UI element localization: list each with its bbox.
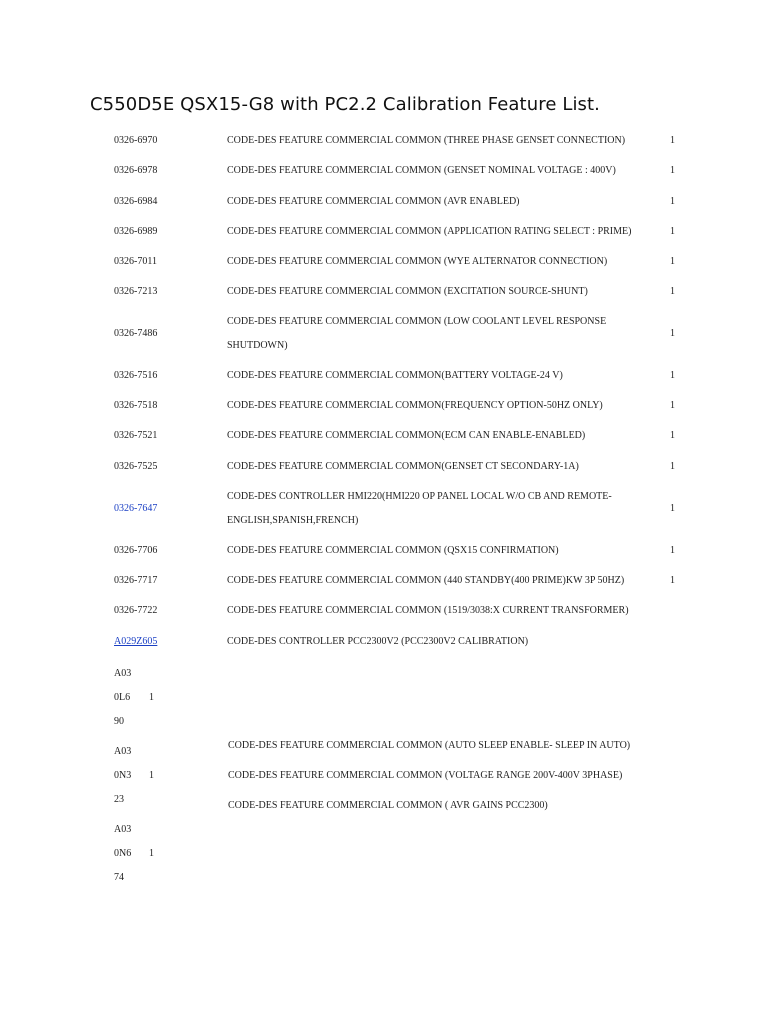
part-number-fragment: 90 bbox=[114, 716, 124, 727]
feature-description: CODE-DES FEATURE COMMERCIAL COMMON(FREQUENCY OPTION-50HZ ONLY) bbox=[227, 400, 603, 411]
quantity: 1 bbox=[670, 165, 675, 176]
part-number-fragment: 74 bbox=[114, 872, 124, 883]
quantity: 1 bbox=[670, 503, 675, 514]
quantity: 1 bbox=[670, 256, 675, 267]
quantity: 1 bbox=[670, 575, 675, 586]
quantity: 1 bbox=[149, 848, 154, 859]
feature-description: CODE-DES FEATURE COMMERCIAL COMMON (THREE PHASE GENSET CONNECTION) bbox=[227, 135, 626, 146]
quantity: 1 bbox=[670, 135, 675, 146]
part-number: 0326-7486 bbox=[114, 328, 158, 339]
feature-description: CODE-DES FEATURE COMMERCIAL COMMON (APPLICATION RATING SELECT : PRIME) bbox=[227, 226, 632, 237]
quantity: 1 bbox=[670, 370, 675, 381]
feature-description: CODE-DES FEATURE COMMERCIAL COMMON (440 STANDBY(400 PRIME)KW 3P 50HZ) bbox=[227, 575, 625, 586]
quantity: 1 bbox=[670, 430, 675, 441]
part-number: 0326-6978 bbox=[114, 165, 158, 176]
feature-description: CODE-DES FEATURE COMMERCIAL COMMON (EXCITATION SOURCE-SHUNT) bbox=[227, 286, 588, 297]
page-title: C550D5E QSX15-G8 with PC2.2 Calibration Feature List. bbox=[90, 94, 601, 115]
feature-description: CODE-DES CONTROLLER HMI220(HMI220 OP PANEL LOCAL W/O CB AND REMOTE-ENGLISH,SPANISH,FRENCH) bbox=[227, 491, 612, 526]
feature-description: CODE-DES FEATURE COMMERCIAL COMMON (GENSET NOMINAL VOLTAGE : 400V) bbox=[227, 165, 616, 176]
feature-description: CODE-DES CONTROLLER PCC2300V2 (PCC2300V2 CALIBRATION) bbox=[227, 636, 529, 647]
feature-description: CODE-DES FEATURE COMMERCIAL COMMON(ECM CAN ENABLE-ENABLED) bbox=[227, 430, 586, 441]
part-number: 0326-7518 bbox=[114, 400, 158, 411]
part-number: 0326-7706 bbox=[114, 545, 158, 556]
feature-description: CODE-DES FEATURE COMMERCIAL COMMON(BATTERY VOLTAGE-24 V) bbox=[227, 370, 563, 381]
feature-row bbox=[0, 485, 768, 533]
part-number: 0326-7521 bbox=[114, 430, 158, 441]
feature-description: CODE-DES FEATURE COMMERCIAL COMMON (LOW COOLANT LEVEL RESPONSE SHUTDOWN) bbox=[227, 316, 607, 351]
part-number-fragment: A03 bbox=[114, 824, 132, 835]
part-number: 0326-6984 bbox=[114, 196, 158, 207]
part-number-fragment: 23 bbox=[114, 794, 124, 805]
part-number: 0326-6989 bbox=[114, 226, 158, 237]
part-number-fragment: A03 bbox=[114, 668, 132, 679]
part-number-link[interactable]: 0326-7647 bbox=[114, 503, 158, 514]
part-number-fragment: 0L6 bbox=[114, 692, 131, 703]
quantity: 1 bbox=[670, 226, 675, 237]
part-number: 0326-7722 bbox=[114, 605, 158, 616]
feature-description: CODE-DES FEATURE COMMERCIAL COMMON (WYE ALTERNATOR CONNECTION) bbox=[227, 256, 608, 267]
quantity: 1 bbox=[670, 286, 675, 297]
quantity: 1 bbox=[670, 545, 675, 556]
quantity: 1 bbox=[670, 328, 675, 339]
feature-description: CODE-DES FEATURE COMMERCIAL COMMON (AUTO SLEEP ENABLE- SLEEP IN AUTO) bbox=[228, 740, 631, 751]
part-number-link[interactable]: A029Z605 bbox=[114, 636, 158, 647]
quantity: 1 bbox=[149, 692, 154, 703]
part-number-fragment: 0N6 bbox=[114, 848, 132, 859]
quantity: 1 bbox=[670, 461, 675, 472]
part-number-fragment: 0N3 bbox=[114, 770, 132, 781]
part-number: 0326-7525 bbox=[114, 461, 158, 472]
part-number: 0326-7213 bbox=[114, 286, 158, 297]
quantity: 1 bbox=[670, 196, 675, 207]
feature-description: CODE-DES FEATURE COMMERCIAL COMMON (1519/3038:X CURRENT TRANSFORMER) bbox=[227, 605, 629, 616]
part-number: 0326-7011 bbox=[114, 256, 157, 267]
part-number: 0326-7717 bbox=[114, 575, 158, 586]
part-number: 0326-7516 bbox=[114, 370, 158, 381]
feature-description: CODE-DES FEATURE COMMERCIAL COMMON (QSX15 CONFIRMATION) bbox=[227, 545, 559, 556]
feature-description: CODE-DES FEATURE COMMERCIAL COMMON (VOLTAGE RANGE 200V-400V 3PHASE) bbox=[228, 770, 623, 781]
feature-description: CODE-DES FEATURE COMMERCIAL COMMON ( AVR GAINS PCC2300) bbox=[228, 800, 548, 811]
part-number: 0326-6970 bbox=[114, 135, 158, 146]
feature-row bbox=[0, 310, 768, 358]
feature-description: CODE-DES FEATURE COMMERCIAL COMMON(GENSET CT SECONDARY-1A) bbox=[227, 461, 579, 472]
feature-description: CODE-DES FEATURE COMMERCIAL COMMON (AVR ENABLED) bbox=[227, 196, 520, 207]
quantity: 1 bbox=[670, 400, 675, 411]
part-number-fragment: A03 bbox=[114, 746, 132, 757]
quantity: 1 bbox=[149, 770, 154, 781]
